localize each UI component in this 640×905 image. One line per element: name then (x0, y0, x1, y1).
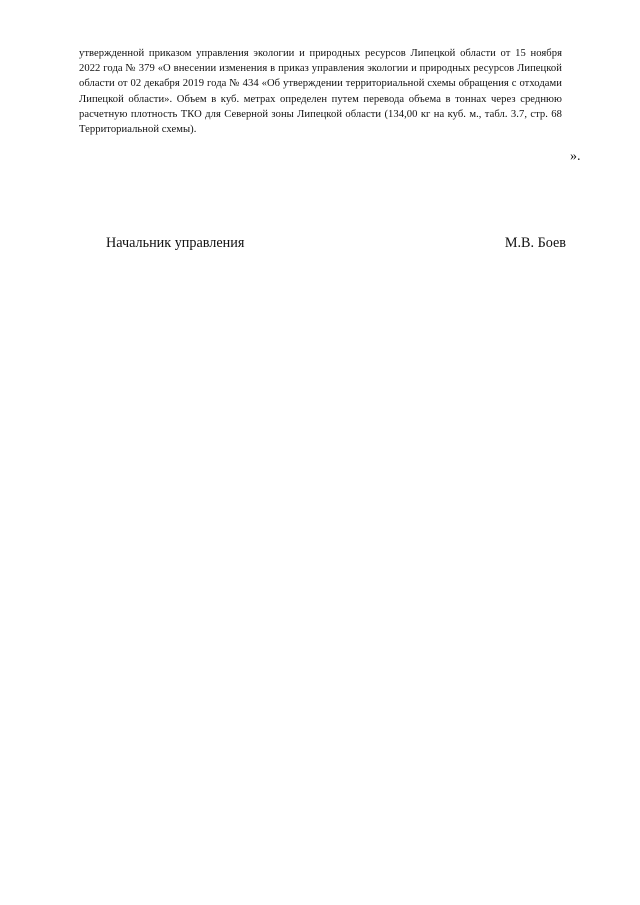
closing-quote-mark: ». (570, 149, 581, 164)
signature-block (106, 234, 566, 252)
signatory-position: Начальник управления (106, 235, 245, 251)
signatory-name: М.В. Боев (504, 235, 566, 251)
body-paragraph: утвержденной приказом управления экологии и природных ресурсов Липецкой области от 15 ноября 2022 года № 379 «О внесении изменения в приказ управления экологии и природных ресурсов Липецкой области от 02 декабря 2019 года № 434 «Об утверждении территориальной схемы обращения с отходами Липецкой области». Объем в куб. метрах определен путем перевода объема в тоннах через среднюю расчетную плотность ТКО для Северной зоны Липецкой области (134,00 кг на куб. м., табл. 3.7, стр. 68 Территориальной схемы). (79, 48, 562, 136)
